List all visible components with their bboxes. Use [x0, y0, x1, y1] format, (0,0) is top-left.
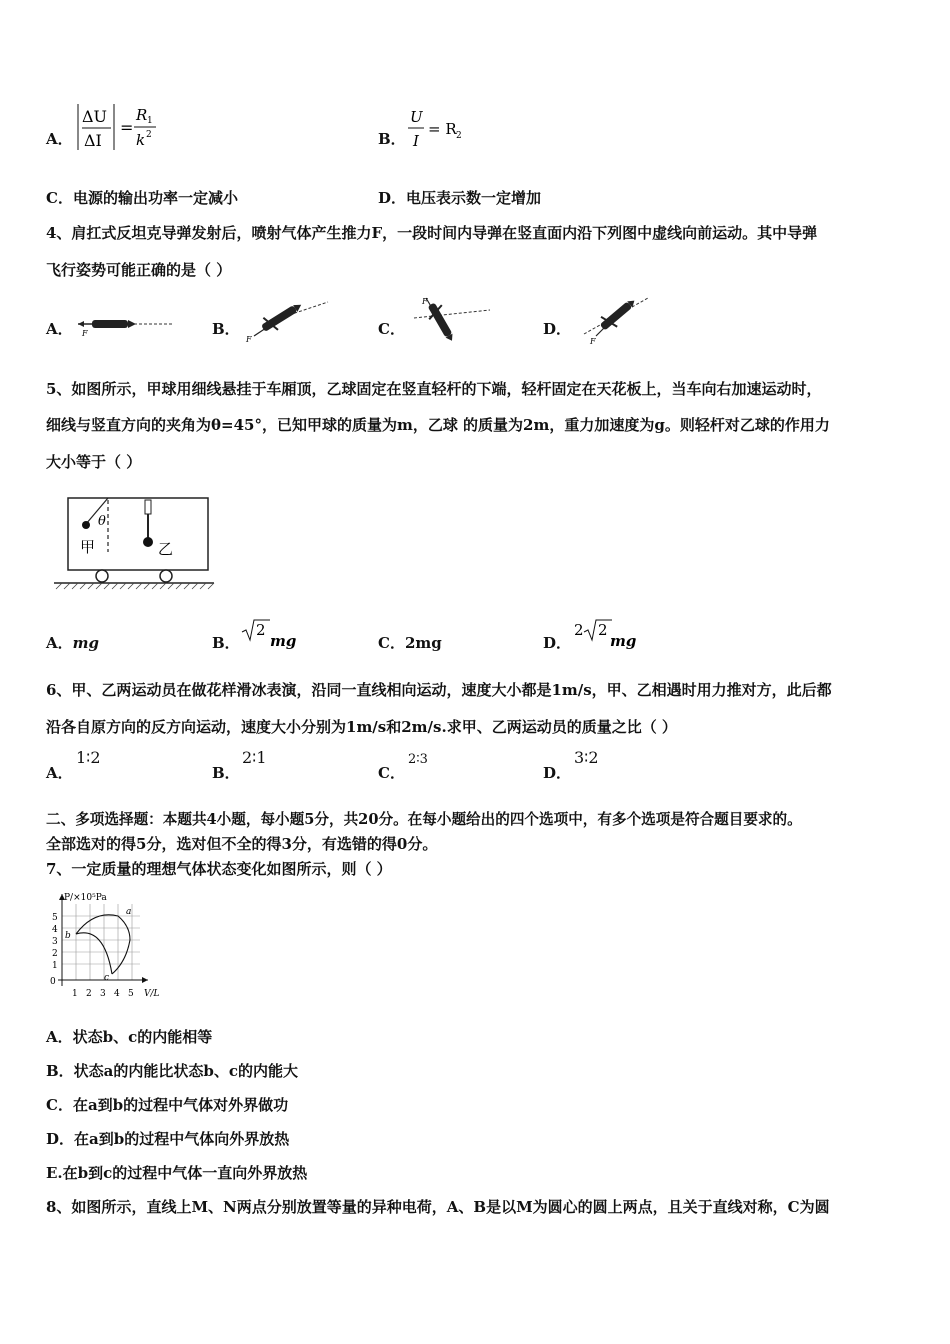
q3-a-sub-right: 1	[147, 116, 153, 126]
q6-option-c-value: 2∶3	[408, 752, 428, 767]
q6-option-a-value: 1∶2	[76, 748, 101, 767]
q7-option-c: C．在a到b的过程中气体对外界做功	[46, 1096, 289, 1114]
q3-option-b-formula	[404, 100, 484, 156]
q5-option-d-formula	[572, 616, 638, 652]
q5-d-sqrt-arg: 2	[598, 621, 608, 639]
q3-option-a	[46, 128, 73, 149]
q4-text-line2: 飞行姿势可能正确的是（ ）	[46, 261, 232, 279]
q7-xtick-2: 2	[86, 989, 92, 999]
q4-option-b-missile-figure	[240, 296, 330, 346]
q6-option-b-label: B．	[212, 764, 240, 782]
q3-option-a-formula	[74, 100, 184, 156]
q3-b-num: U	[410, 108, 423, 126]
q7-ytick-0: 0	[50, 977, 56, 987]
q7-option-d: D．在a到b的过程中气体向外界放热	[46, 1130, 290, 1148]
q5-option-a	[46, 632, 99, 653]
q5-d-coef: 2	[574, 621, 584, 639]
q5-option-d	[543, 632, 571, 653]
section2-line1: 二、多项选择题：本题共4小题，每小题5分，共20分。在每小题给出的四个选项中，有多个选项是符合题目要求的。	[46, 811, 802, 828]
q7-xlabel: V/L	[144, 989, 160, 999]
q7-point-c: c	[104, 973, 110, 983]
q7-option-e: E.在b到c的过程中气体一直向外界放热	[46, 1164, 308, 1182]
q5-option-a-label: A．	[46, 634, 73, 652]
q6-option-d-label: D．	[543, 764, 572, 782]
q4-option-c-missile-figure	[404, 294, 494, 348]
q5-option-b-formula	[240, 616, 300, 652]
q5-text-line3: 大小等于（ ）	[46, 453, 142, 471]
q7-ytick-2: 2	[52, 949, 58, 959]
q8-text: 8、如图所示，直线上M、N两点分别放置等量的异种电荷，A、B是以M为圆心的圆上两点，且关于直线对称，C为圆	[46, 1198, 830, 1216]
q7-xtick-5: 5	[128, 989, 134, 999]
q4-d-force-label: F	[590, 337, 596, 346]
q3-a-num-left: ΔU	[82, 107, 108, 126]
q6-option-b-value: 2∶1	[242, 748, 267, 767]
q3-option-c: C．电源的输出功率一定减小	[46, 189, 238, 207]
q3-a-sup-right: 2	[146, 130, 152, 140]
q7-text: 7、一定质量的理想气体状态变化如图所示，则（ ）	[46, 860, 392, 878]
q3-b-den: I	[413, 132, 419, 150]
q7-ylabel: P/×10⁵Pa	[64, 893, 107, 903]
q5-yi-label: 乙	[158, 540, 174, 558]
q6-option-a-label: A．	[46, 764, 73, 782]
q7-ytick-4: 4	[52, 925, 58, 935]
q5-option-a-value: mg	[72, 634, 100, 652]
q3-option-b	[378, 128, 406, 149]
section2-line2: 全部选对的得5分，选对但不全的得3分，有选错的得0分。	[46, 835, 438, 853]
q5-cart-figure	[50, 494, 216, 596]
q4-option-d-label: D．	[543, 320, 572, 338]
q6-option-c-label: C．	[378, 764, 405, 782]
q4-option-a-label: A．	[46, 320, 73, 338]
q5-jia-label: 甲	[80, 538, 96, 556]
q3-option-d: D．电压表示数一定增加	[378, 189, 542, 207]
q5-text-line1: 5、如图所示，甲球用细线悬挂于车厢顶，乙球固定在竖直轻杆的下端，轻杆固定在天花板上，当车向右加速运动时，	[46, 380, 822, 398]
q5-option-b	[212, 632, 240, 653]
q7-option-a: A．状态b、c的内能相等	[46, 1028, 213, 1046]
q5-b-sqrt-arg: 2	[256, 621, 266, 639]
q7-point-b: b	[65, 931, 71, 941]
q6-option-d-value: 3∶2	[574, 748, 599, 767]
q3-option-b-label: B．	[378, 130, 406, 148]
q4-a-force-label: F	[82, 329, 88, 338]
q4-option-b-label: B．	[212, 320, 240, 338]
q4-option-a-missile-figure	[74, 304, 174, 344]
q3-a-den-left: ΔI	[84, 131, 102, 150]
q4-option-c-label: C．	[378, 320, 405, 338]
q7-ytick-3: 3	[52, 937, 58, 947]
q7-ytick-1: 1	[52, 961, 58, 971]
q4-c-force-label: F	[422, 297, 428, 306]
q7-xtick-3: 3	[100, 989, 106, 999]
q6-text-line2: 沿各自原方向的反方向运动，速度大小分别为1m/s和2m/s.求甲、乙两运动员的质量之比（ ）	[46, 718, 677, 736]
q7-point-a: a	[126, 907, 132, 917]
q3-a-eq: =	[120, 118, 134, 137]
q3-option-a-label: A．	[46, 130, 73, 148]
q3-a-num-right: R	[136, 106, 148, 124]
q5-option-d-label: D．	[543, 634, 572, 652]
q5-d-val: mg	[610, 632, 637, 650]
q5-theta-label: θ	[98, 514, 106, 529]
q7-xtick-4: 4	[114, 989, 120, 999]
q6-text-line1: 6、甲、乙两运动员在做花样滑冰表演，沿同一直线相向运动，速度大小都是1m/s，甲、乙相遇时用力推对方，此后都	[46, 681, 832, 699]
q5-b-val: mg	[270, 632, 297, 650]
q7-xtick-1: 1	[72, 989, 78, 999]
q4-b-force-label: F	[246, 335, 252, 344]
q3-a-den-right: k	[136, 131, 146, 149]
q3-b-sub: 2	[456, 131, 462, 141]
q5-option-b-label: B．	[212, 634, 240, 652]
q5-text-line2: 细线与竖直方向的夹角为θ=45°，已知甲球的质量为m，乙球 的质量为2m，重力加速度为g。则轻杆对乙球的作用力	[46, 416, 830, 434]
q7-pv-graph	[44, 890, 174, 1002]
q4-option-d-missile-figure	[574, 294, 664, 348]
q7-ytick-5: 5	[52, 913, 58, 923]
q3-b-eq: = R	[428, 120, 457, 138]
q5-option-c: C．2mg	[378, 634, 442, 652]
q4-text-line1: 4、肩扛式反坦克导弹发射后，喷射气体产生推力F，一段时间内导弹在竖直面内沿下列图中虚线向前运动。其中导弹	[46, 224, 818, 242]
q7-option-b: B．状态a的内能比状态b、c的内能大	[46, 1062, 299, 1080]
